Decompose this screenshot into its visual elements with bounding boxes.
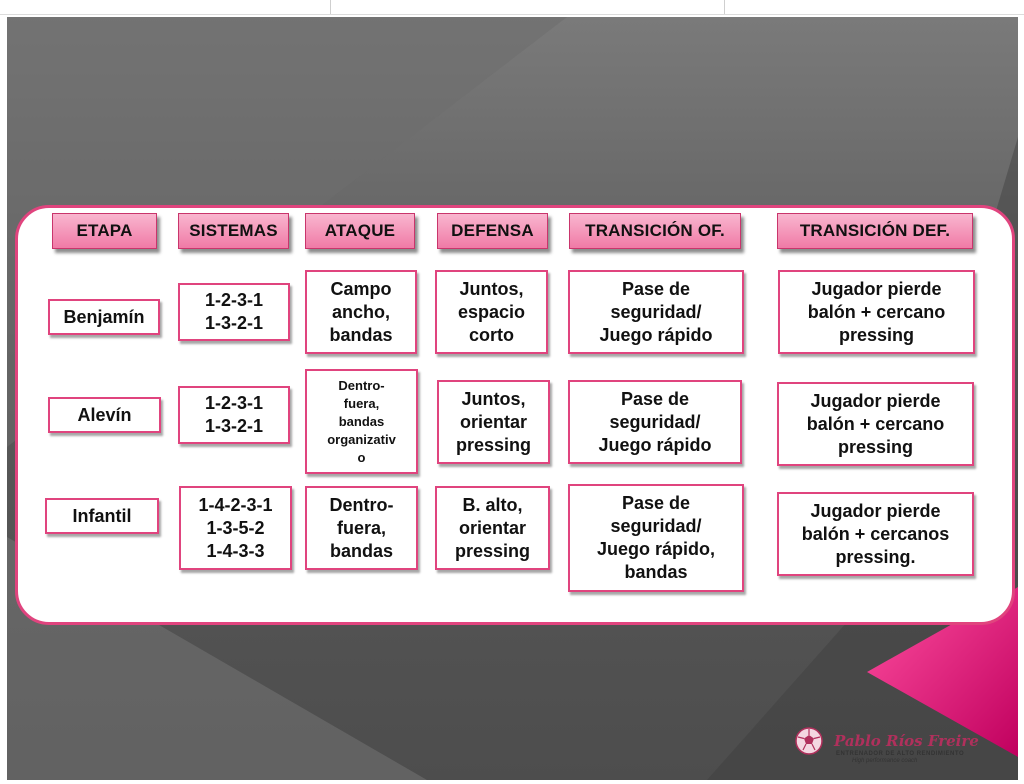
cell-defensa-alevin: Juntos, orientar pressing [437, 380, 550, 464]
cell-transicion-of-infantil: Pase de seguridad/ Juego rápido, bandas [568, 484, 744, 592]
cell-defensa-benjamin: Juntos, espacio corto [435, 270, 548, 354]
cell-ataque-infantil: Dentro- fuera, bandas [305, 486, 418, 570]
cell-sistemas-alevin: 1-2-3-1 1-3-2-1 [178, 386, 290, 444]
cell-transicion-def-alevin: Jugador pierde balón + cercano pressing [777, 382, 974, 466]
cell-sistemas-benjamin: 1-2-3-1 1-3-2-1 [178, 283, 290, 341]
row-label-infantil: Infantil [45, 498, 159, 534]
header-transicion-def: TRANSICIÓN DEF. [777, 213, 973, 249]
cell-sistemas-infantil: 1-4-2-3-1 1-3-5-2 1-4-3-3 [179, 486, 292, 570]
header-sistemas: SISTEMAS [178, 213, 289, 249]
row-label-alevin: Alevín [48, 397, 161, 433]
cell-transicion-of-benjamin: Pase de seguridad/ Juego rápido [568, 270, 744, 354]
logo-name: Pablo Ríos Freire [834, 732, 979, 750]
logo-subtagline: High performance coach [852, 758, 918, 764]
header-defensa: DEFENSA [437, 213, 548, 249]
header-etapa: ETAPA [52, 213, 157, 249]
cell-transicion-of-alevin: Pase de seguridad/ Juego rápido [568, 380, 742, 464]
logo-tagline: ENTRENADOR DE ALTO RENDIMIENTO [836, 751, 965, 757]
soccer-ball-icon [794, 726, 824, 756]
cell-transicion-def-infantil: Jugador pierde balón + cercanos pressing. [777, 492, 974, 576]
header-ataque: ATAQUE [305, 213, 415, 249]
cell-transicion-def-benjamin: Jugador pierde balón + cercano pressing [778, 270, 975, 354]
cell-ataque-alevin: Dentro- fuera, bandas organizativ o [305, 369, 418, 474]
top-strip [0, 0, 1024, 15]
cell-ataque-benjamin: Campo ancho, bandas [305, 270, 417, 354]
top-strip-divider [724, 0, 725, 14]
row-label-benjamin: Benjamín [48, 299, 160, 335]
brand-logo [790, 724, 979, 772]
top-strip-divider [330, 0, 331, 14]
header-transicion-of: TRANSICIÓN OF. [569, 213, 741, 249]
cell-defensa-infantil: B. alto, orientar pressing [435, 486, 550, 570]
